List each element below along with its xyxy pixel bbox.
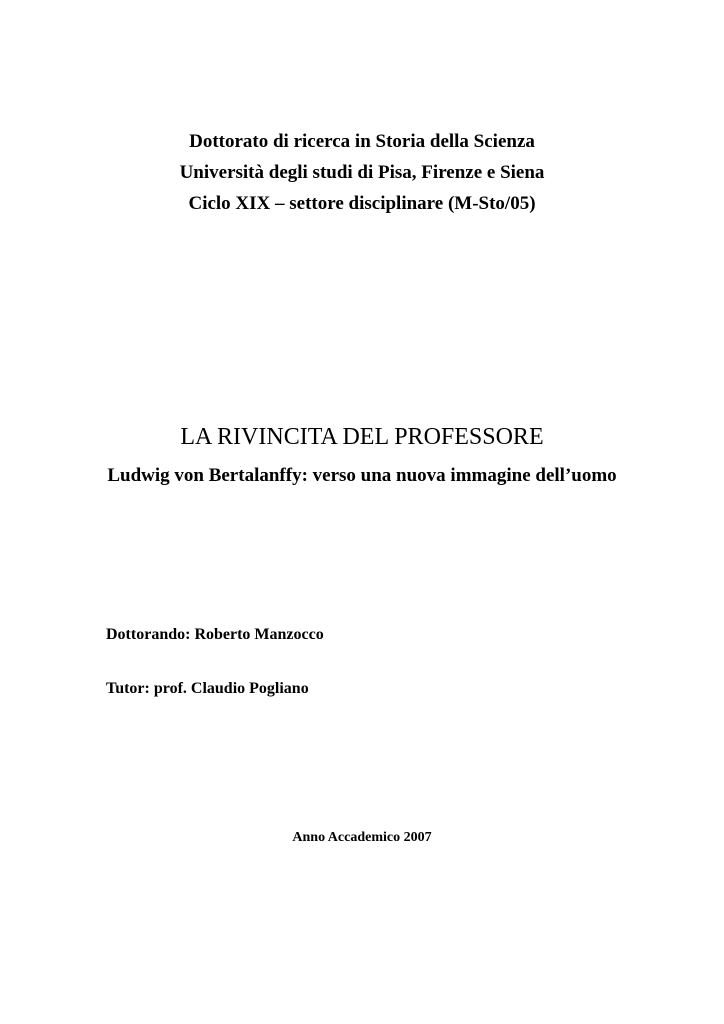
institution-header [0,126,724,219]
doctoral-candidate: Dottorando: Roberto Manzocco [106,626,324,643]
thesis-subtitle: Ludwig von Bertalanffy: verso una nuova immagine dell’uomo [107,465,617,486]
cycle-sector: Ciclo XIX – settore disciplinare (M-Sto/05) [188,193,536,214]
academic-year: Anno Accademico 2007 [292,830,432,845]
tutor: Tutor: prof. Claudio Pogliano [106,680,309,697]
thesis-title: LA RIVINCITA DEL PROFESSORE [180,424,544,450]
doctorate-program: Dottorato di ricerca in Storia della Scienza [189,131,535,152]
universities: Università degli studi di Pisa, Firenze e Siena [179,162,545,183]
